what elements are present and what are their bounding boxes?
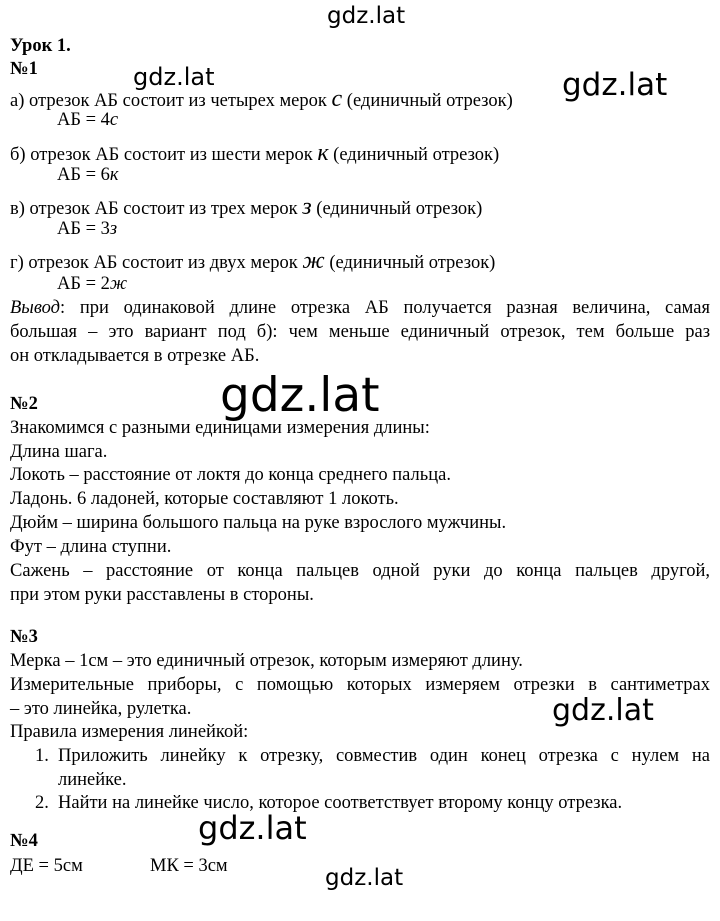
task3-rule1-line2: линейке. xyxy=(58,770,127,790)
watermark-4: gdz.lat xyxy=(552,693,654,728)
task3-line2: Измерительные приборы, с помощью которых измеряем отрезки в сантиметрах xyxy=(10,675,710,695)
task2-heading: №2 xyxy=(10,394,38,414)
task2-fathom-line1: Сажень – расстояние от конца пальцев одной руки до конца пальцев другой, xyxy=(10,561,710,581)
watermark-bottom: gdz.lat xyxy=(325,865,404,891)
task1-eq-g xyxy=(57,274,127,295)
task2-line: Фут – длина ступни. xyxy=(10,537,172,557)
task1-heading: №1 xyxy=(10,59,38,79)
task1-a-measure: с xyxy=(331,86,343,112)
task1-conclusion-text1: : при одинаковой длине отрезка АБ получается разная величина, самая xyxy=(59,298,710,318)
task1-g-measure: ж xyxy=(302,248,325,274)
task1-item-g xyxy=(10,248,495,275)
lesson-title: Урок 1. xyxy=(10,36,71,56)
task1-eq-a xyxy=(57,110,118,131)
watermark-3: gdz.lat xyxy=(220,368,380,423)
task1-eq-v xyxy=(57,219,117,240)
task1-b-measure: к xyxy=(317,140,329,166)
task1-conclusion-line2: большая – это вариант под б): чем меньше единичный отрезок, тем больше раз xyxy=(10,322,710,342)
task1-a-prefix: а) отрезок АБ состоит из четырех мерок xyxy=(10,91,332,111)
task1-conclusion-line3: он откладывается в отрезке АБ. xyxy=(10,346,260,366)
task3-rule2-number: 2. xyxy=(35,793,49,813)
task3-rule1-line1: Приложить линейку к отрезку, совместив один конец отрезка с нулем на xyxy=(58,746,710,766)
task1-item-b xyxy=(10,140,499,167)
task1-eq-v-var: з xyxy=(109,219,118,239)
task2-line: Дюйм – ширина большого пальца на руке взрослого мужчины. xyxy=(10,513,507,533)
watermark-1: gdz.lat xyxy=(133,63,215,91)
task1-item-a xyxy=(10,86,513,113)
task1-b-prefix: б) отрезок АБ состоит из шести мерок xyxy=(10,145,318,165)
watermark-top: gdz.lat xyxy=(327,3,406,29)
task2-line: Локоть – расстояние от локтя до конца среднего пальца. xyxy=(10,465,451,485)
task1-b-suffix: (единичный отрезок) xyxy=(328,145,500,165)
task1-conclusion-label: Вывод xyxy=(10,298,60,318)
task3-line4: Правила измерения линейкой: xyxy=(10,722,249,742)
task1-g-suffix: (единичный отрезок) xyxy=(324,253,496,273)
task1-eq-b-left: АБ = 6 xyxy=(57,165,110,185)
task2-line: Длина шага. xyxy=(10,442,108,462)
task1-eq-b-var: к xyxy=(109,165,119,185)
task1-conclusion-line1 xyxy=(10,298,710,319)
task1-eq-a-left: АБ = 4 xyxy=(57,110,110,130)
task1-g-prefix: г) отрезок АБ состоит из двух мерок xyxy=(10,253,303,273)
task1-item-v xyxy=(10,194,482,221)
task1-eq-b xyxy=(57,165,119,186)
task1-eq-g-var: ж xyxy=(109,274,128,294)
task3-line1: Мерка – 1см – это единичный отрезок, которым измеряют длину. xyxy=(10,651,523,671)
task1-v-measure: з xyxy=(302,194,312,220)
task1-a-suffix: (единичный отрезок) xyxy=(342,91,513,111)
task2-fathom-line2: при этом руки расставлены в стороны. xyxy=(10,585,314,605)
task2-line: Знакомимся с разными единицами измерения длины: xyxy=(10,418,430,438)
task3-rule1-number: 1. xyxy=(35,746,49,766)
task2-line: Ладонь. 6 ладоней, которые составляют 1 локоть. xyxy=(10,489,399,509)
watermark-5: gdz.lat xyxy=(198,809,307,847)
task1-v-prefix: в) отрезок АБ состоит из трех мерок xyxy=(10,199,303,219)
task1-eq-v-left: АБ = 3 xyxy=(57,219,110,239)
task1-eq-g-left: АБ = 2 xyxy=(57,274,110,294)
task1-eq-a-var: с xyxy=(109,110,119,130)
task4-heading: №4 xyxy=(10,831,38,851)
task3-rule2-line1: Найти на линейке число, которое соответствует второму концу отрезка. xyxy=(58,793,623,813)
task3-heading: №3 xyxy=(10,627,38,647)
watermark-2: gdz.lat xyxy=(562,67,668,103)
task1-v-suffix: (единичный отрезок) xyxy=(311,199,483,219)
task3-line3: – это линейка, рулетка. xyxy=(10,699,192,719)
task4-de: ДЕ = 5см xyxy=(10,856,83,876)
task4-mk: МК = 3см xyxy=(150,856,228,876)
